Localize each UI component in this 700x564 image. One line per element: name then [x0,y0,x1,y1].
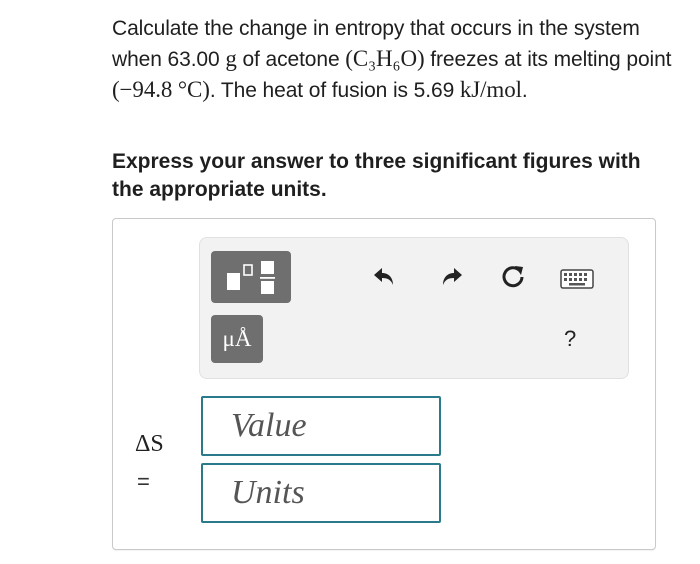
templates-icon [221,257,281,297]
units-input[interactable] [201,463,441,523]
question-part: . [521,79,528,102]
units-button[interactable] [211,315,263,363]
undo-icon [372,264,398,290]
delta-s-label: ΔS [135,431,164,457]
keyboard-button[interactable] [560,262,594,296]
math-formula-acetone: (C₃H₆O) [345,46,425,71]
keyboard-icon [560,268,594,290]
question-part: Calculate the change in entropy that occurs in the system when 63.00 [112,17,640,71]
redo-icon [438,264,464,290]
undo-button[interactable] [368,260,402,294]
templates-button[interactable] [211,251,291,303]
question-text [112,14,672,106]
help-button[interactable]: ? [564,326,577,351]
math-unit-grams: g [225,46,237,71]
reset-icon [499,263,527,291]
question-part: of acetone [236,48,346,71]
math-unit-kj-per-mol: kJ/mol [459,77,522,102]
units-button-label: μÅ [222,326,252,351]
redo-button[interactable] [434,260,468,294]
math-melting-point: (−94.8 °C) [112,77,210,102]
answer-panel [112,218,656,550]
equals-sign: = [137,469,150,494]
reset-button[interactable] [496,260,530,294]
question-part: . The heat of fusion is 5.69 [209,79,460,102]
math-toolbar [199,237,629,379]
question-part: freezes at its melting point [424,48,672,71]
answer-instructions: Express your answer to three significant figures with the appropriate units. [112,150,641,201]
value-input[interactable] [201,396,441,456]
